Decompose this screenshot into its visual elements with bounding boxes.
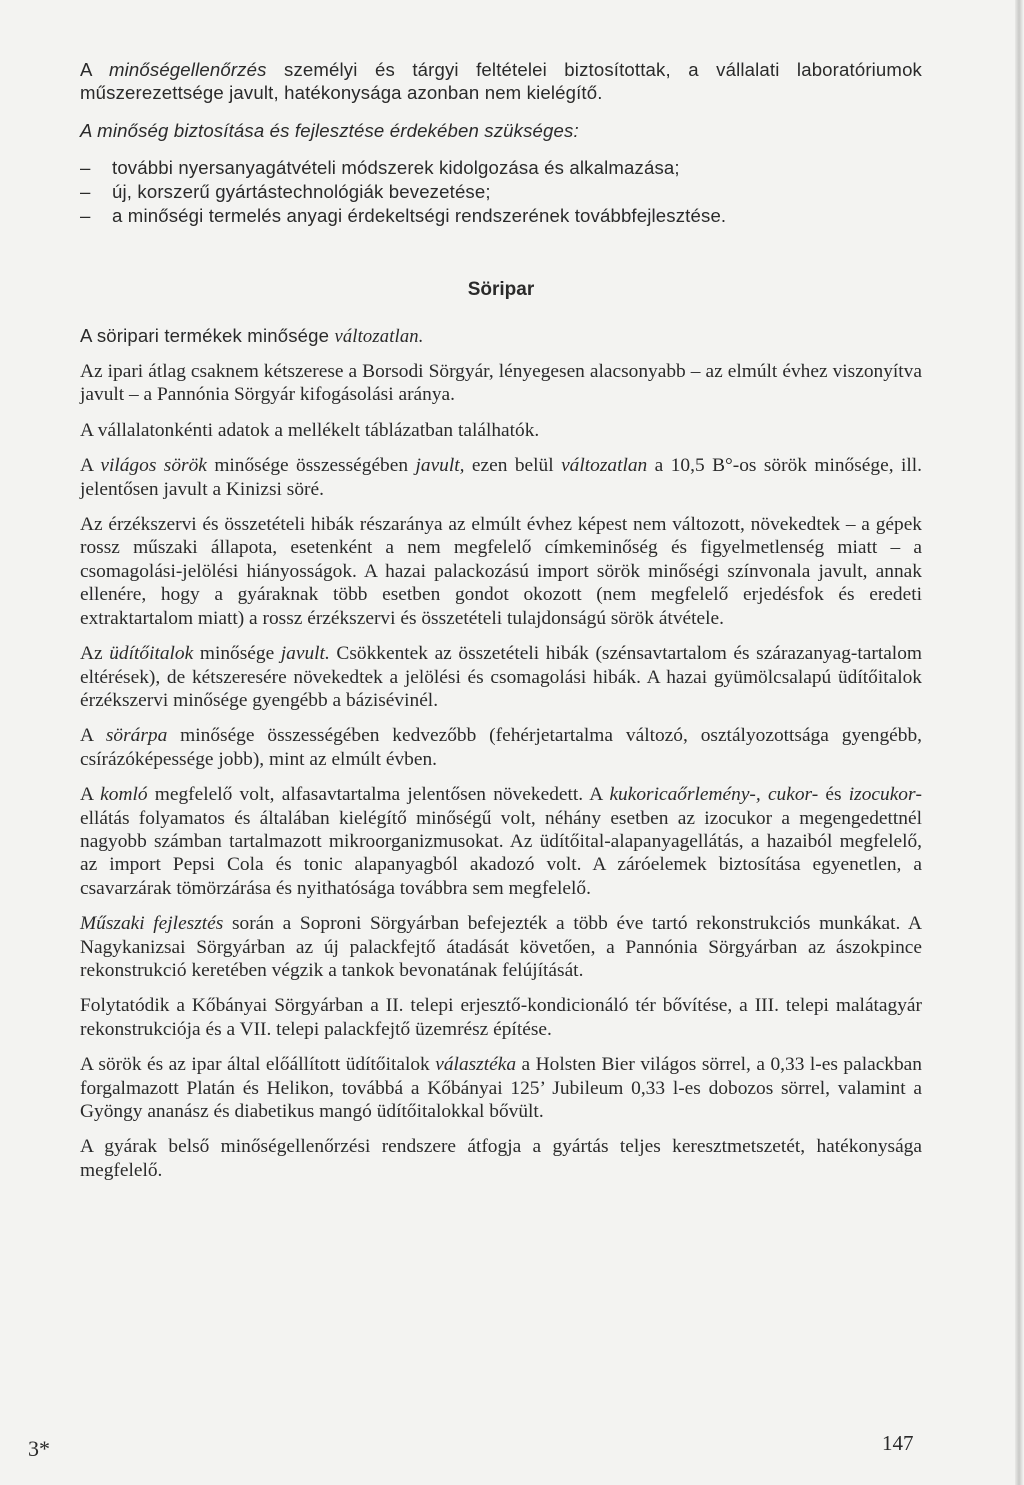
paragraph-9: Műszaki fejlesztés során a Soproni Sörgyárban befejezték a több éve tartó rekonstrukciós munkákat. A Nagykanizsai Sörgyárban az új palackfejtő átadását követően, a Pannónia Sörgyárban az ászokpince rekonstrukció keretében végzik a tankok bevonatának felújítását. — [80, 913, 922, 981]
paragraph-10: Folytatódik a Kőbányai Sörgyárban a II. telepi erjesztő-kondicionáló tér bővítése, a III. telepi malátagyár rekonstrukciója és a VII. telepi palackfejtő üzemrész építése. — [80, 995, 922, 1040]
list-item: – a minőségi termelés anyagi érdekeltségi rendszerének továbbfejlesztése. — [80, 205, 727, 227]
paragraph-8: A komló megfelelő volt, alfasavtartalma jelentősen növekedett. A kukoricaőrlemény-, cukor- és izocukor-ellátás folyamatos és általában kielégítő minőségű volt, néhány esetben az izocukor a megengedettnél nagyobb számban tartalmazott mikroorganizmusokat. Az üdítőital-alapanyagellátás, a hazaiból megfelelő, az import Pepsi Cola és tonic alapanyagból akadozó volt. A záróelemek biztosítása egyenetlen, a csavarzárak tömörzárása és nyithatósága továbbra sem megfelelő. — [80, 784, 923, 899]
signature-mark: 3* — [28, 1436, 50, 1461]
paragraph-2: Az ipari átlag csaknem kétszerese a Borsodi Sörgyár, lényegesen alacsonyabb – az elmúlt évhez viszonyítva javult – a Pannónia Sörgyár kifogásolási aránya. — [80, 361, 922, 406]
document-page — [80, 58, 922, 1182]
list-item: – további nyersanyagátvételi módszerek kidolgozása és alkalmazása; — [80, 157, 680, 179]
list-item: – új, korszerű gyártástechnológiák bevezetése; — [80, 181, 491, 203]
paragraph-5: Az érzékszervi és összetételi hibák részaránya az elmúlt évhez képest nem változott, növekedtek – a gépek rossz műszaki állapota, esetenként a nem megfelelő címkeminőség és figyelmetlenség miatt – a csomagolási-jelölési hiányosságok. A hazai palackozású import sörök minőségi színvonala javult, annak ellenére, hogy a gyáraknak több esetben gondot okozott (nem megfelelő erjedésfok és eredeti extraktartalom miatt) a rossz érzékszervi és összetételi tulajdonságú sörök átvétele. — [80, 514, 922, 629]
requirements-list — [80, 156, 922, 228]
paragraph-3: A vállalatonkénti adatok a mellékelt táblázatban találhatók. — [80, 419, 540, 441]
section-heading: Söripar — [467, 279, 535, 301]
paragraph-12: A gyárak belső minőségellenőrzési rendszere átfogja a gyártás teljes keresztmetszetét, hatékonysága megfelelő. — [80, 1136, 922, 1181]
paragraph-intro-1: A minőségellenőrzés személyi és tárgyi feltételei biztosítottak, a vállalati laboratóriumok műszerezettsége javult, hatékonysága azonban nem kielégítő. — [80, 59, 923, 104]
page-number: 147 — [882, 1431, 914, 1455]
paragraph-6: Az üdítőitalok minősége javult. Csökkentek az összetételi hibák (szénsavtartalom és szárazanyag-tartalom eltérések), de kétszeresére növekedtek a jelölési és csomagolási hibák. A hazai gyümölcsalapú üdítőitalok érzékszervi minősége gyengébb a bázisévinél. — [80, 643, 922, 711]
paragraph-11: A sörök és az ipar által előállított üdítőitalok választéka a Holsten Bier világos sörrel, a 0,33 l-es palackban forgalmazott Platán és Helikon, továbbá a Kőbányai 125’ Jubileum 0,33 l-es dobozos sörrel, valamint a Gyöngy ananász és diabetikus mangó üdítőitalokkal bővült. — [80, 1054, 922, 1122]
paragraph-1: A söripari termékek minősége változatlan. — [80, 324, 424, 347]
paragraph-7: A sörárpa minősége összességében kedvezőbb (fehérjetartalma változó, osztályozottsága gyengébb, csírázóképessége jobb), mint az elmúlt évben. — [80, 725, 922, 770]
page-edge — [1015, 0, 1024, 1485]
paragraph-intro-2: A minőség biztosítása és fejlesztése érdekében szükséges: — [80, 119, 579, 141]
paragraph-4: A világos sörök minősége összességében javult, ezen belül változatlan a 10,5 B°-os sörök minősége, ill. jelentősen javult a Kinizsi söré. — [80, 455, 922, 500]
